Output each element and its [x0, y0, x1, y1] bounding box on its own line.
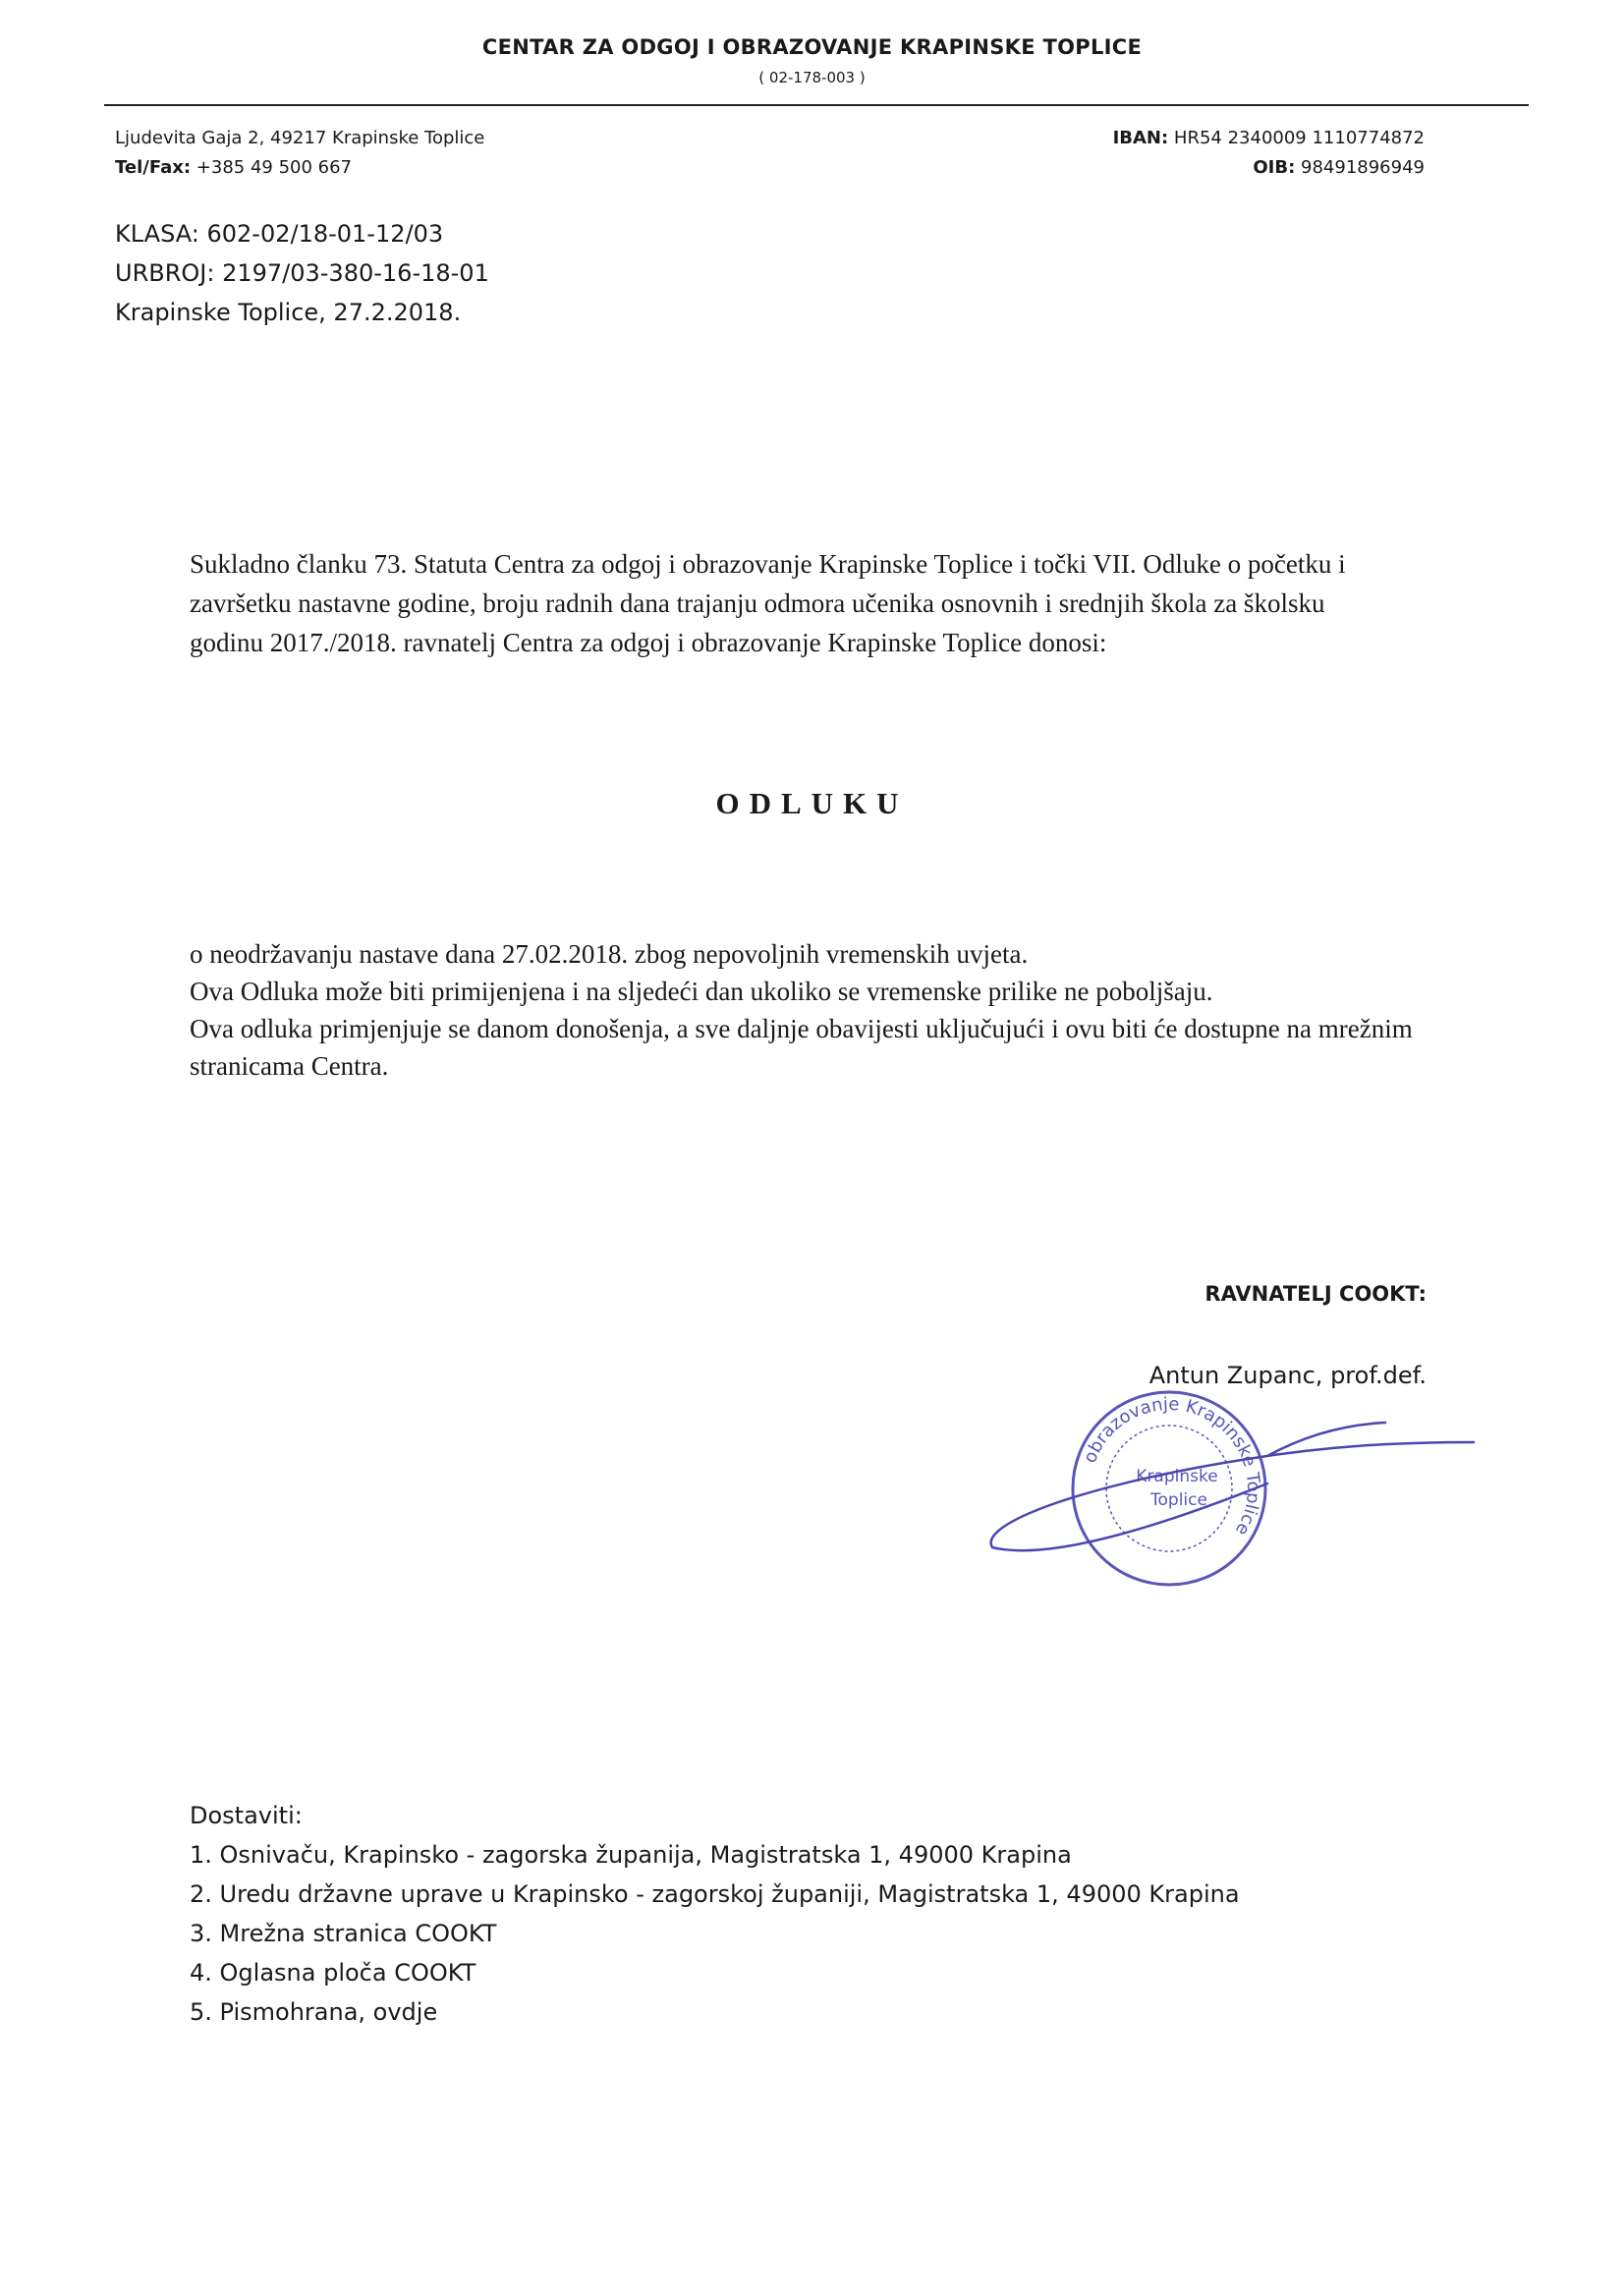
stamp-center-text-1: Krapinske	[1136, 1467, 1218, 1486]
list-item: 3. Mrežna stranica COOKT	[190, 1920, 497, 1947]
klasa-line: KLASA: 602-02/18-01-12/03	[115, 220, 444, 248]
decision-title: ODLUKU	[715, 786, 909, 820]
delivery-list	[190, 1796, 1240, 2032]
place-date-line: Krapinske Toplice, 27.2.2018.	[115, 299, 462, 326]
iban-value: HR54 2340009 1110774872	[1173, 128, 1425, 148]
signer-title: RAVNATELJ COOKT:	[1204, 1282, 1427, 1306]
delivery-heading: Dostaviti:	[190, 1802, 303, 1829]
stamp-ring-text: obrazovanje Krapinske Toplice	[1079, 1393, 1264, 1540]
address-line: Ljudevita Gaja 2, 49217 Krapinske Toplice	[115, 128, 485, 148]
signer-name: Antun Zupanc, prof.def.	[1148, 1362, 1427, 1389]
list-item: 5. Pismohrana, ovdje	[190, 1998, 438, 2026]
oib-value: 98491896949	[1301, 157, 1425, 178]
urbroj-line: URBROJ: 2197/03-380-16-18-01	[115, 259, 489, 287]
tel-value: +385 49 500 667	[196, 157, 353, 178]
bank-block	[1113, 124, 1425, 183]
intro-paragraph: Sukladno članku 73. Statuta Centra za odgoj i obrazovanje Krapinske Toplice i točki VII. Odluke o početku i završetku nastavne godine, broju radnih dana trajanju odmora učenika osnovnih i srednjih škola za školsku godinu 2017./2018. ravnatelj Centra za odgoj i obrazovanje Krapinske Toplice donosi:	[190, 549, 1346, 657]
list-item: 1. Osnivaču, Krapinsko - zagorska županija, Magistratska 1, 49000 Krapina	[190, 1841, 1072, 1869]
tel-line	[115, 153, 484, 183]
iban-line	[1113, 124, 1425, 153]
oib-line	[1113, 153, 1425, 183]
address-block	[115, 124, 484, 183]
organization-code: ( 02-178-003 )	[758, 69, 866, 86]
official-stamp-and-signature	[973, 1375, 1484, 1611]
stamp-center-text-2: Toplice	[1150, 1490, 1207, 1510]
tel-label: Tel/Fax:	[115, 157, 192, 178]
body-paragraph: o neodržavanju nastave dana 27.02.2018. zbog nepovoljnih vremenskih uvjeta.	[190, 939, 1029, 969]
list-item: 2. Uredu državne uprave u Krapinsko - zagorskoj županiji, Magistratska 1, 49000 Krapina	[190, 1880, 1240, 1908]
iban-label: IBAN:	[1112, 128, 1169, 148]
organization-name: CENTAR ZA ODGOJ I OBRAZOVANJE KRAPINSKE TOPLICE	[481, 35, 1143, 59]
body-paragraph: Ova odluka primjenjuje se danom donošenja, a sve daljnje obavijesti uključujući i ovu biti će dostupne na mrežnim stranicama Centra.	[190, 1014, 1413, 1081]
reference-block	[115, 214, 489, 332]
delivery-items	[190, 1835, 1240, 2032]
body-paragraph: Ova Odluka može biti primijenjena i na sljedeći dan ukoliko se vremenske prilike ne poboljšaju.	[190, 977, 1213, 1006]
decision-body	[190, 935, 1428, 1085]
header-divider	[104, 104, 1529, 106]
oib-label: OIB:	[1253, 157, 1296, 178]
list-item: 4. Oglasna ploča COOKT	[190, 1959, 476, 1987]
